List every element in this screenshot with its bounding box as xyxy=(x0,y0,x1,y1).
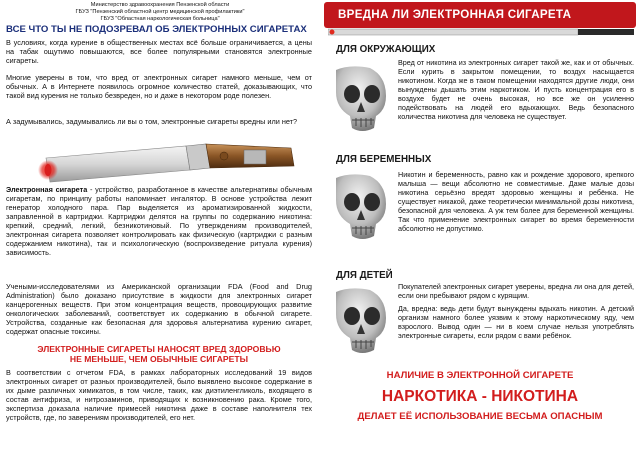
org-line-3: ГБУЗ "Областная наркологическая больница" xyxy=(100,16,220,22)
myths-paragraph: Многие уверены в том, что вред от электронных сигарет намного меньше, чем от обычных. А в Интернете появилось огромное количество статей, доказывающих, что такой вид курения не только безвреден, но и даже в некотором роде полезен. xyxy=(6,73,312,100)
definition-paragraph xyxy=(6,185,312,257)
red-warning-heading xyxy=(6,344,312,364)
skull-icon xyxy=(330,284,392,358)
definition-term: Электронная сигарета xyxy=(6,185,88,194)
organization-header xyxy=(40,2,280,23)
e-cigarette-illustration xyxy=(6,140,312,188)
final-warning-line-1: НАЛИЧИЕ В ЭЛЕКТРОННОЙ СИГАРЕТЕ xyxy=(386,370,574,381)
fda-paragraph: Учеными-исследователями из Американской организации FDA (Food and Drug Administration) было доказано присутствие в жидкости для электронных сигарет канцерогенных веществ. При этом концентрация веществ, провоцирующих развитие онкологических заболеваний, соответствует их содержанию в обычной сигарете. Устройства, созданные как безопасная для здоровья альтернатива курению сигарет, содержат опасные токсины. xyxy=(6,282,312,336)
question-paragraph: А задумывались, задумывались ли вы о том, электронные сигареты вредны или нет? xyxy=(6,117,298,126)
section-text-pregnant: Никотин и беременность, равно как и рождение здорового, крепкого малыша — вещи абсолютно не совместимые. Даже малые дозы никотина серьёзно вредят здоровью женщины и ребёнка. Не существует никакой, даже теоретически минимальной дозы никотина, безопасной для человека. А уж тем более для беременной женщины. Так что применение электронных сигарет во время беременности абсолютно не допустимо. xyxy=(398,170,634,233)
skull-icon xyxy=(330,170,392,244)
red-warning-line-2: НЕ МЕНЬШЕ, ЧЕМ ОБЫЧНЫЕ СИГАРЕТЫ xyxy=(69,354,249,364)
intro-paragraph: В условиях, когда курение в общественных местах всё больше ограничивается, а цены на табак ощутимо повышаются, все более популярными становятся электронные сигареты. xyxy=(6,38,312,65)
skull-icon xyxy=(330,62,392,136)
fda-report-paragraph: В соответствии с отчетом FDA, в рамках лабораторных исследований 19 видов электронных сигарет от разных производителей, было выявлено высокое содержание в их дыме различных химикатов, в том числе, таких, как диэтиленгликоль, входящего в состав антифриза, и нитрозаминов, приводящих к возникновению рака. Кроме того, экспертиза доказала наличие примесей никотина даже в составе наполнителя тех устройств, где, по заверениям производителей, его нет. xyxy=(6,368,312,422)
page-title: ВСЕ ЧТО ТЫ НЕ ПОДОЗРЕВАЛ ОБ ЭЛЕКТРОННЫХ СИГАРЕТАХ xyxy=(6,24,307,35)
section-text-children-2: Да, вредна: ведь дети будут вынуждены вдыхать никотин. А детский организм намного более уязвим к этому наркотическому яду, чем взрослого. Вывод один — ни в коем случае нельзя употреблять электронные сигареты, если рядом с вами ребёнок. xyxy=(398,304,634,340)
definition-text: - устройство, разработанное в качестве альтернативы обычным сигаретам, по принципу работы напоминает ингалятор. В основе устройства лежит генератор холодного пара. Пар выделяется из ароматизированной жидкости, заправленной в картриджи. Картриджи делятся на группы по содержанию никотина: крепкий, средний, легкий, безникотиновый. По утверждениям производителей, электронная сигарета позволяет контролировать как физическую (картриджи с разным содержанием никотина), так и психологическую (воспроизведение ритуала курения) зависимость. xyxy=(6,185,312,257)
banner-title: ВРЕДНА ЛИ ЭЛЕКТРОННАЯ СИГАРЕТА xyxy=(338,8,572,21)
section-title-children: ДЛЯ ДЕТЕЙ xyxy=(336,270,393,281)
red-warning-line-1: ЭЛЕКТРОННЫЕ СИГАРЕТЫ НАНОСЯТ ВРЕД ЗДОРОВЬЮ xyxy=(37,344,281,354)
final-warning-line-3: ДЕЛАЕТ ЕЁ ИСПОЛЬЗОВАНИЕ ВЕСЬМА ОПАСНЫМ xyxy=(357,411,603,422)
left-page xyxy=(0,0,318,455)
final-warning-line-2: НАРКОТИКА - НИКОТИНА xyxy=(381,388,579,405)
section-title-others: ДЛЯ ОКРУЖАЮЩИХ xyxy=(336,44,436,55)
section-title-pregnant: ДЛЯ БЕРЕМЕННЫХ xyxy=(336,154,432,165)
section-text-children-1: Покупателей электронных сигарет уверены, вредна ли она для детей, если они пребывают рядом с курящим. xyxy=(398,282,634,300)
org-line-1: Министерство здравоохранения Пензенской области xyxy=(90,2,230,8)
banner-cigarette-icon xyxy=(328,28,634,36)
section-text-others: Вред от никотина из электронных сигарет такой же, как и от обычных. Если курить в закрытом помещении, то воздух насыщается никотином. Когда же в таком помещении находятся другие люди, они вынуждены дышать этим наркотиком. И пусть концентрация его в воздухе будет не очень высокая, но все же он усиленно подействовать на людей его вдыхающих. Ведь безопасного количества никотина для человека не существует. xyxy=(398,58,634,121)
org-line-2: ГБУЗ "Пензенский областной центр медицинской профилактики" xyxy=(75,9,245,15)
